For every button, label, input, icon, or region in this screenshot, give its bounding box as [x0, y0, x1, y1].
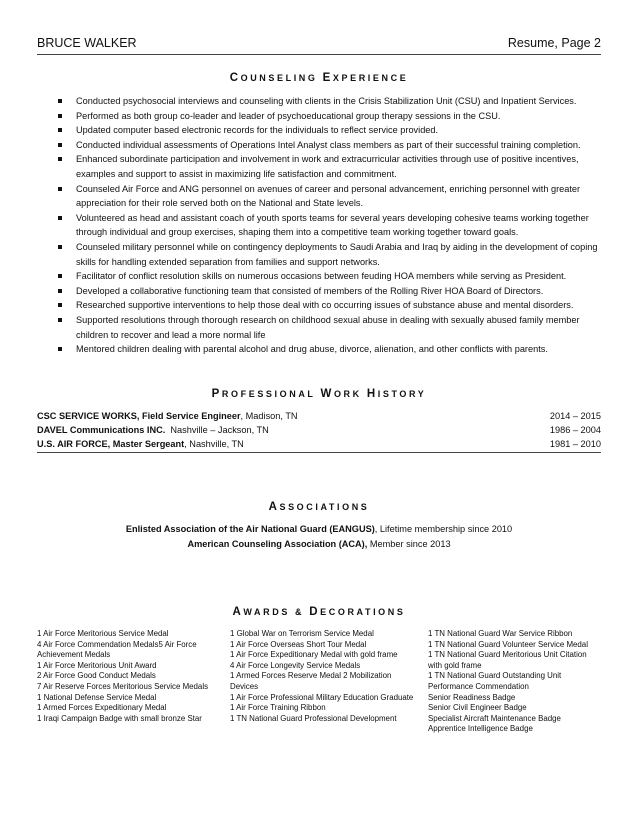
counseling-bullet: Counseled Air Force and ANG personnel on avenues of career and personal advancement, enriching personnel with greater appreciation for their role served both on the National and State levels.: [58, 182, 606, 211]
header-name: BRUCE WALKER: [37, 36, 137, 50]
award-line: Performance Commendation: [428, 681, 529, 691]
counseling-bullet: Facilitator of conflict resolution skills on numerous occasions between feuding HOA members while serving as President.: [58, 269, 606, 284]
work-history-row: [37, 437, 601, 451]
counseling-bullet: Conducted individual assessments of Operations Intel Analyst class members as part of their successful training completion.: [58, 138, 606, 153]
title-cap: A: [232, 606, 244, 618]
counseling-bullet: Mentored children dealing with parental alcohol and drug abuse, divorce, alienation, and other conflicts with parents.: [58, 342, 606, 357]
location: Nashville – Jackson, TN: [165, 425, 269, 435]
title-small: OUNSELING: [240, 73, 323, 83]
title-cap: D: [309, 606, 321, 618]
award-line: 1 Air Force Expeditionary Medal with gold frame: [230, 650, 398, 660]
counseling-bullet: Updated computer based electronic records for the individuals to reflect service provided.: [58, 123, 606, 138]
counseling-bullet: Counseled military personnel while on contingency deployments to Saudi Arabia and Iraq by aiding in the development of coping skills for handling extended separation from families and support networks.: [58, 240, 606, 269]
award-line: 1 National Defense Service Medal: [37, 692, 157, 702]
award-line: 1 Air Force Overseas Short Tour Medal: [230, 639, 367, 649]
title-cap: A: [268, 501, 280, 513]
association-name: Enlisted Association of the Air National Guard (EANGUS): [125, 524, 375, 534]
award-line: 7 Air Reserve Forces Meritorious Service Medals: [37, 681, 209, 691]
award-line: Achievement Medals: [37, 650, 111, 660]
award-line: 1 Air Force Meritorious Service Medal: [37, 629, 169, 638]
awards-column-2: [230, 629, 422, 724]
award-line: 1 Global War on Terrorism Service Medal: [230, 629, 374, 638]
counseling-bullet: Supported resolutions through thorough research on childhood sexual abuse in dealing with sexually abused family member children to recover and lead a more normal life: [58, 313, 606, 342]
date-range: 1986 – 2004: [549, 425, 601, 435]
header-page-label: Resume, Page 2: [507, 36, 601, 50]
association-detail: Member since 2013: [367, 538, 451, 549]
work-history-row: [37, 423, 601, 437]
association-detail: , Lifetime membership since 2010: [374, 524, 513, 534]
title-cap: W: [320, 388, 334, 400]
award-line: 1 Armed Forces Expeditionary Medal: [37, 703, 167, 713]
counseling-bullet: Volunteered as head and assistant coach of youth sports teams for several years developing cohesive teams working together through individual and group exercises, shaping them into a competitive team working together toward goals.: [58, 211, 606, 240]
counseling-bullet: Enhanced subordinate participation and involvement in work and extracurricular activities through use of positive incentives, examples and support to assist in maximizing life satisfaction and commitment.: [58, 152, 606, 181]
employer: U.S. AIR FORCE, Master Sergeant: [37, 439, 185, 449]
award-line: with gold frame: [428, 660, 482, 670]
work-history-list: [37, 409, 601, 451]
association-name: American Counseling Association (ACA),: [187, 538, 368, 549]
title-cap: C: [229, 72, 241, 84]
counseling-bullet: Developed a collaborative functioning team that consisted of members of the Rolling River HOA Board of Directors.: [58, 284, 606, 299]
title-small: SSOCIATIONS: [279, 502, 370, 512]
award-line: 2 Air Force Good Conduct Medals: [37, 671, 156, 681]
award-line: 1 TN National Guard Outstanding Unit: [428, 671, 562, 681]
location: , Nashville, TN: [184, 439, 244, 449]
award-line: 4 Air Force Longevity Service Medals: [230, 660, 361, 670]
divider: [37, 452, 601, 453]
date-range: 2014 – 2015: [549, 411, 601, 421]
award-line: 1 TN National Guard Volunteer Service Medal: [428, 639, 588, 649]
association-item: [0, 522, 638, 537]
award-line: Senior Readiness Badge: [428, 692, 516, 702]
counseling-bullet-list: [58, 94, 606, 357]
counseling-section-title: [0, 72, 638, 84]
associations-section-title: [0, 501, 638, 513]
award-line: 1 Air Force Training Ribbon: [230, 703, 326, 713]
work-history-section-title: [0, 388, 638, 400]
date-range: 1981 – 2010: [549, 439, 601, 449]
title-cap: P: [211, 388, 222, 400]
title-cap: H: [366, 388, 378, 400]
title-small: ORK: [333, 389, 367, 399]
award-line: 1 Iraqi Campaign Badge with small bronze Star: [37, 713, 202, 723]
award-line: Senior Civil Engineer Badge: [428, 703, 527, 713]
awards-section-title: [0, 606, 638, 618]
association-item: [0, 537, 638, 552]
title-small: WARDS &: [243, 607, 310, 617]
award-line: 1 Armed Forces Reserve Medal 2 Mobilization: [230, 671, 392, 681]
title-small: XPERIENCE: [332, 73, 409, 83]
work-history-row: [37, 409, 601, 423]
page-header: [37, 36, 601, 55]
associations-list: [0, 522, 638, 551]
award-line: 1 TN National Guard War Service Ribbon: [428, 629, 573, 638]
title-small: ROFESSIONAL: [221, 389, 321, 399]
title-small: ECORATIONS: [320, 607, 406, 617]
award-line: 1 TN National Guard Meritorious Unit Citation: [428, 650, 587, 660]
counseling-bullet: Conducted psychosocial interviews and counseling with clients in the Crisis Stabilization Unit (CSU) and Inpatient Services.: [58, 94, 606, 109]
title-cap: E: [322, 72, 333, 84]
counseling-bullet: Researched supportive interventions to help those deal with co occurring issues of substance abuse and mental disorders.: [58, 298, 606, 313]
award-line: 1 TN National Guard Professional Development: [230, 713, 397, 723]
title-small: ISTORY: [377, 389, 427, 399]
award-line: 1 Air Force Meritorious Unit Award: [37, 660, 157, 670]
awards-column-1: [37, 629, 222, 724]
award-line: 4 Air Force Commendation Medals5 Air Force: [37, 639, 197, 649]
award-line: Specialist Aircraft Maintenance Badge: [428, 713, 561, 723]
award-line: Apprentice Intelligence Badge: [428, 724, 533, 734]
award-line: 1 Air Force Professional Military Education Graduate: [230, 692, 414, 702]
awards-column-3: [428, 629, 608, 735]
employer: CSC SERVICE WORKS, Field Service Engineer: [37, 411, 241, 421]
employer: DAVEL Communications INC.: [37, 425, 166, 435]
counseling-bullet: Performed as both group co-leader and leader of psychoeducational group therapy sessions in the CSU.: [58, 109, 606, 124]
award-line: Devices: [230, 681, 259, 691]
location: , Madison, TN: [240, 411, 298, 421]
